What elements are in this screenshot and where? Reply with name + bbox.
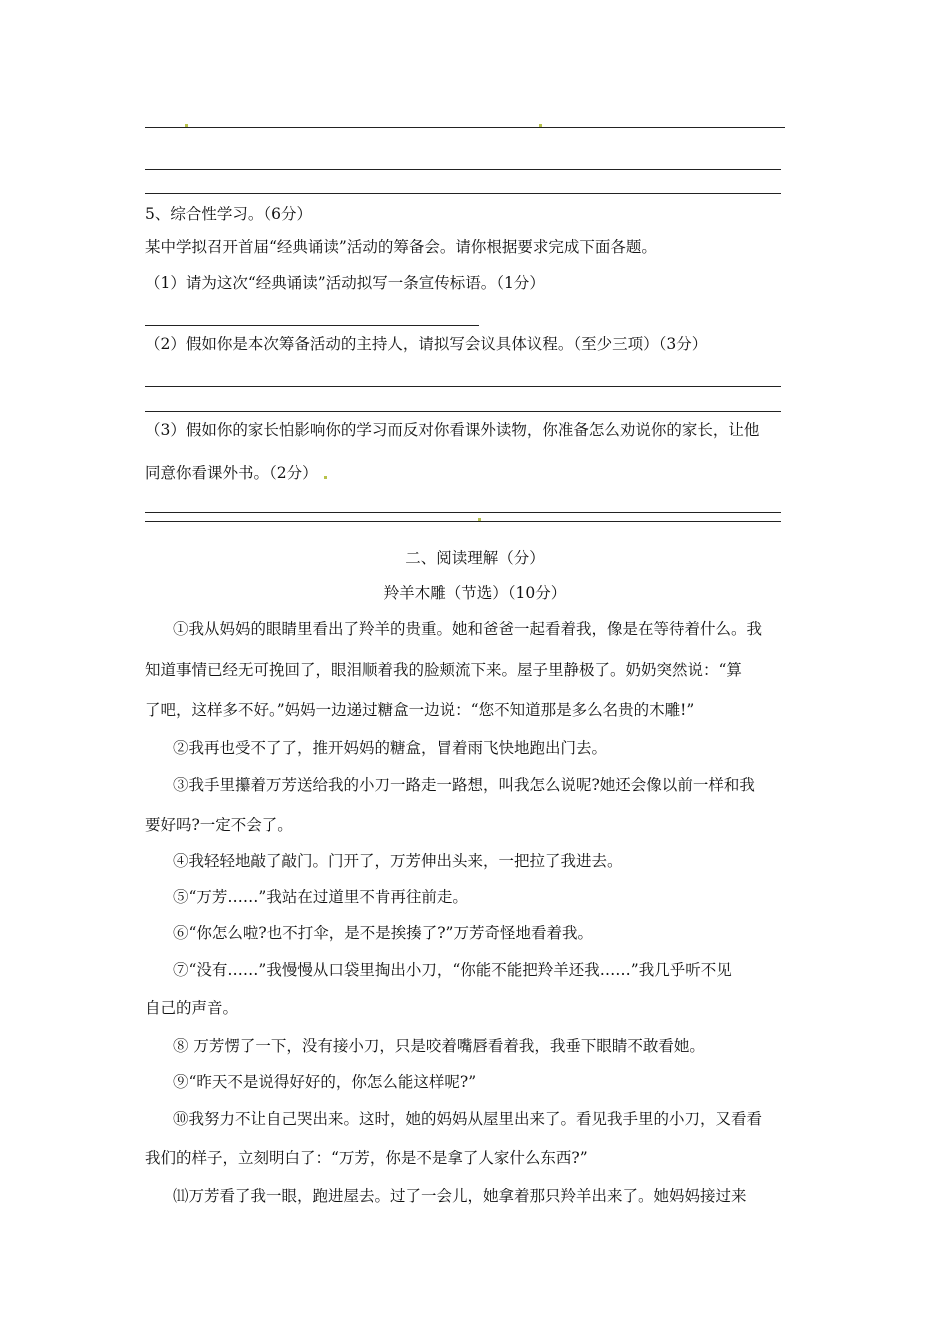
passage-line: 了吧，这样多不好。”妈妈一边递过糖盒一边说：“您不知道那是多么名贵的木雕!” — [145, 701, 695, 719]
passage-line: ⑩我努力不让自己哭出来。这时，她的妈妈从屋里出来了。看见我手里的小刀，又看看 — [173, 1110, 763, 1128]
passage-line: 知道事情已经无可挽回了，眼泪顺着我的脸颊流下来。屋子里静极了。奶奶突然说：“算 — [145, 661, 742, 679]
passage-line: ①我从妈妈的眼睛里看出了羚羊的贵重。她和爸爸一起看着我，像是在等待着什么。我 — [173, 620, 763, 638]
question-1: （1）请为这次“经典诵读”活动拟写一条宣传标语。（1分） — [145, 274, 545, 292]
passage-line: ⑦“没有……”我慢慢从口袋里掏出小刀，“你能不能把羚羊还我……”我几乎听不见 — [173, 961, 732, 979]
mark-dot — [324, 476, 327, 479]
passage-title: 羚羊木雕（节选）（10分） — [383, 584, 567, 602]
question-2: （2）假如你是本次筹备活动的主持人，请拟写会议具体议程。（至少三项）（3分） — [145, 335, 708, 353]
passage-line: ⑤“万芳……”我站在过道里不肯再往前走。 — [173, 888, 468, 906]
passage-line: 我们的样子，立刻明白了：“万芳，你是不是拿了人家什么东西?” — [145, 1149, 588, 1167]
passage-line: ②我再也受不了了，推开妈妈的糖盒，冒着雨飞快地跑出门去。 — [173, 739, 608, 757]
passage-line: 要好吗?一定不会了。 — [145, 816, 293, 834]
section-5-heading: 5、综合性学习。（6分） — [145, 205, 312, 223]
answer-line — [145, 193, 781, 194]
question-3-line-1: （3）假如你的家长怕影响你的学习而反对你看课外读物，你准备怎么劝说你的家长，让他 — [145, 421, 760, 439]
answer-line — [145, 169, 781, 170]
mark-dot — [478, 518, 481, 521]
section-5-intro: 某中学拟召开首届“经典诵读”活动的筹备会。请你根据要求完成下面各题。 — [145, 238, 657, 256]
passage-line: ④我轻轻地敲了敲门。门开了，万芳伸出头来，一把拉了我进去。 — [173, 852, 623, 870]
question-3-line-2: 同意你看课外书。（2分） — [145, 464, 318, 482]
answer-line — [145, 325, 479, 326]
answer-line — [145, 521, 781, 522]
answer-line — [145, 411, 781, 412]
answer-line — [145, 386, 781, 387]
passage-line: 自己的声音。 — [145, 999, 239, 1017]
passage-line: ⑥“你怎么啦?也不打伞，是不是挨揍了?”万芳奇怪地看着我。 — [173, 924, 593, 942]
passage-line: ⑨“昨天不是说得好好的，你怎么能这样呢?” — [173, 1073, 477, 1091]
reading-section-title: 二、阅读理解（分） — [405, 549, 545, 567]
mark-dot — [185, 124, 188, 127]
passage-line: ⑾万芳看了我一眼，跑进屋去。过了一会儿，她拿着那只羚羊出来了。她妈妈接过来 — [173, 1187, 747, 1205]
passage-line: ③我手里攥着万芳送给我的小刀一路走一路想，叫我怎么说呢?她还会像以前一样和我 — [173, 776, 755, 794]
mark-dot — [539, 124, 542, 127]
answer-line — [145, 512, 781, 513]
answer-line — [145, 127, 785, 128]
passage-line: ⑧ 万芳愣了一下，没有接小刀，只是咬着嘴唇看着我，我垂下眼睛不敢看她。 — [173, 1037, 705, 1055]
